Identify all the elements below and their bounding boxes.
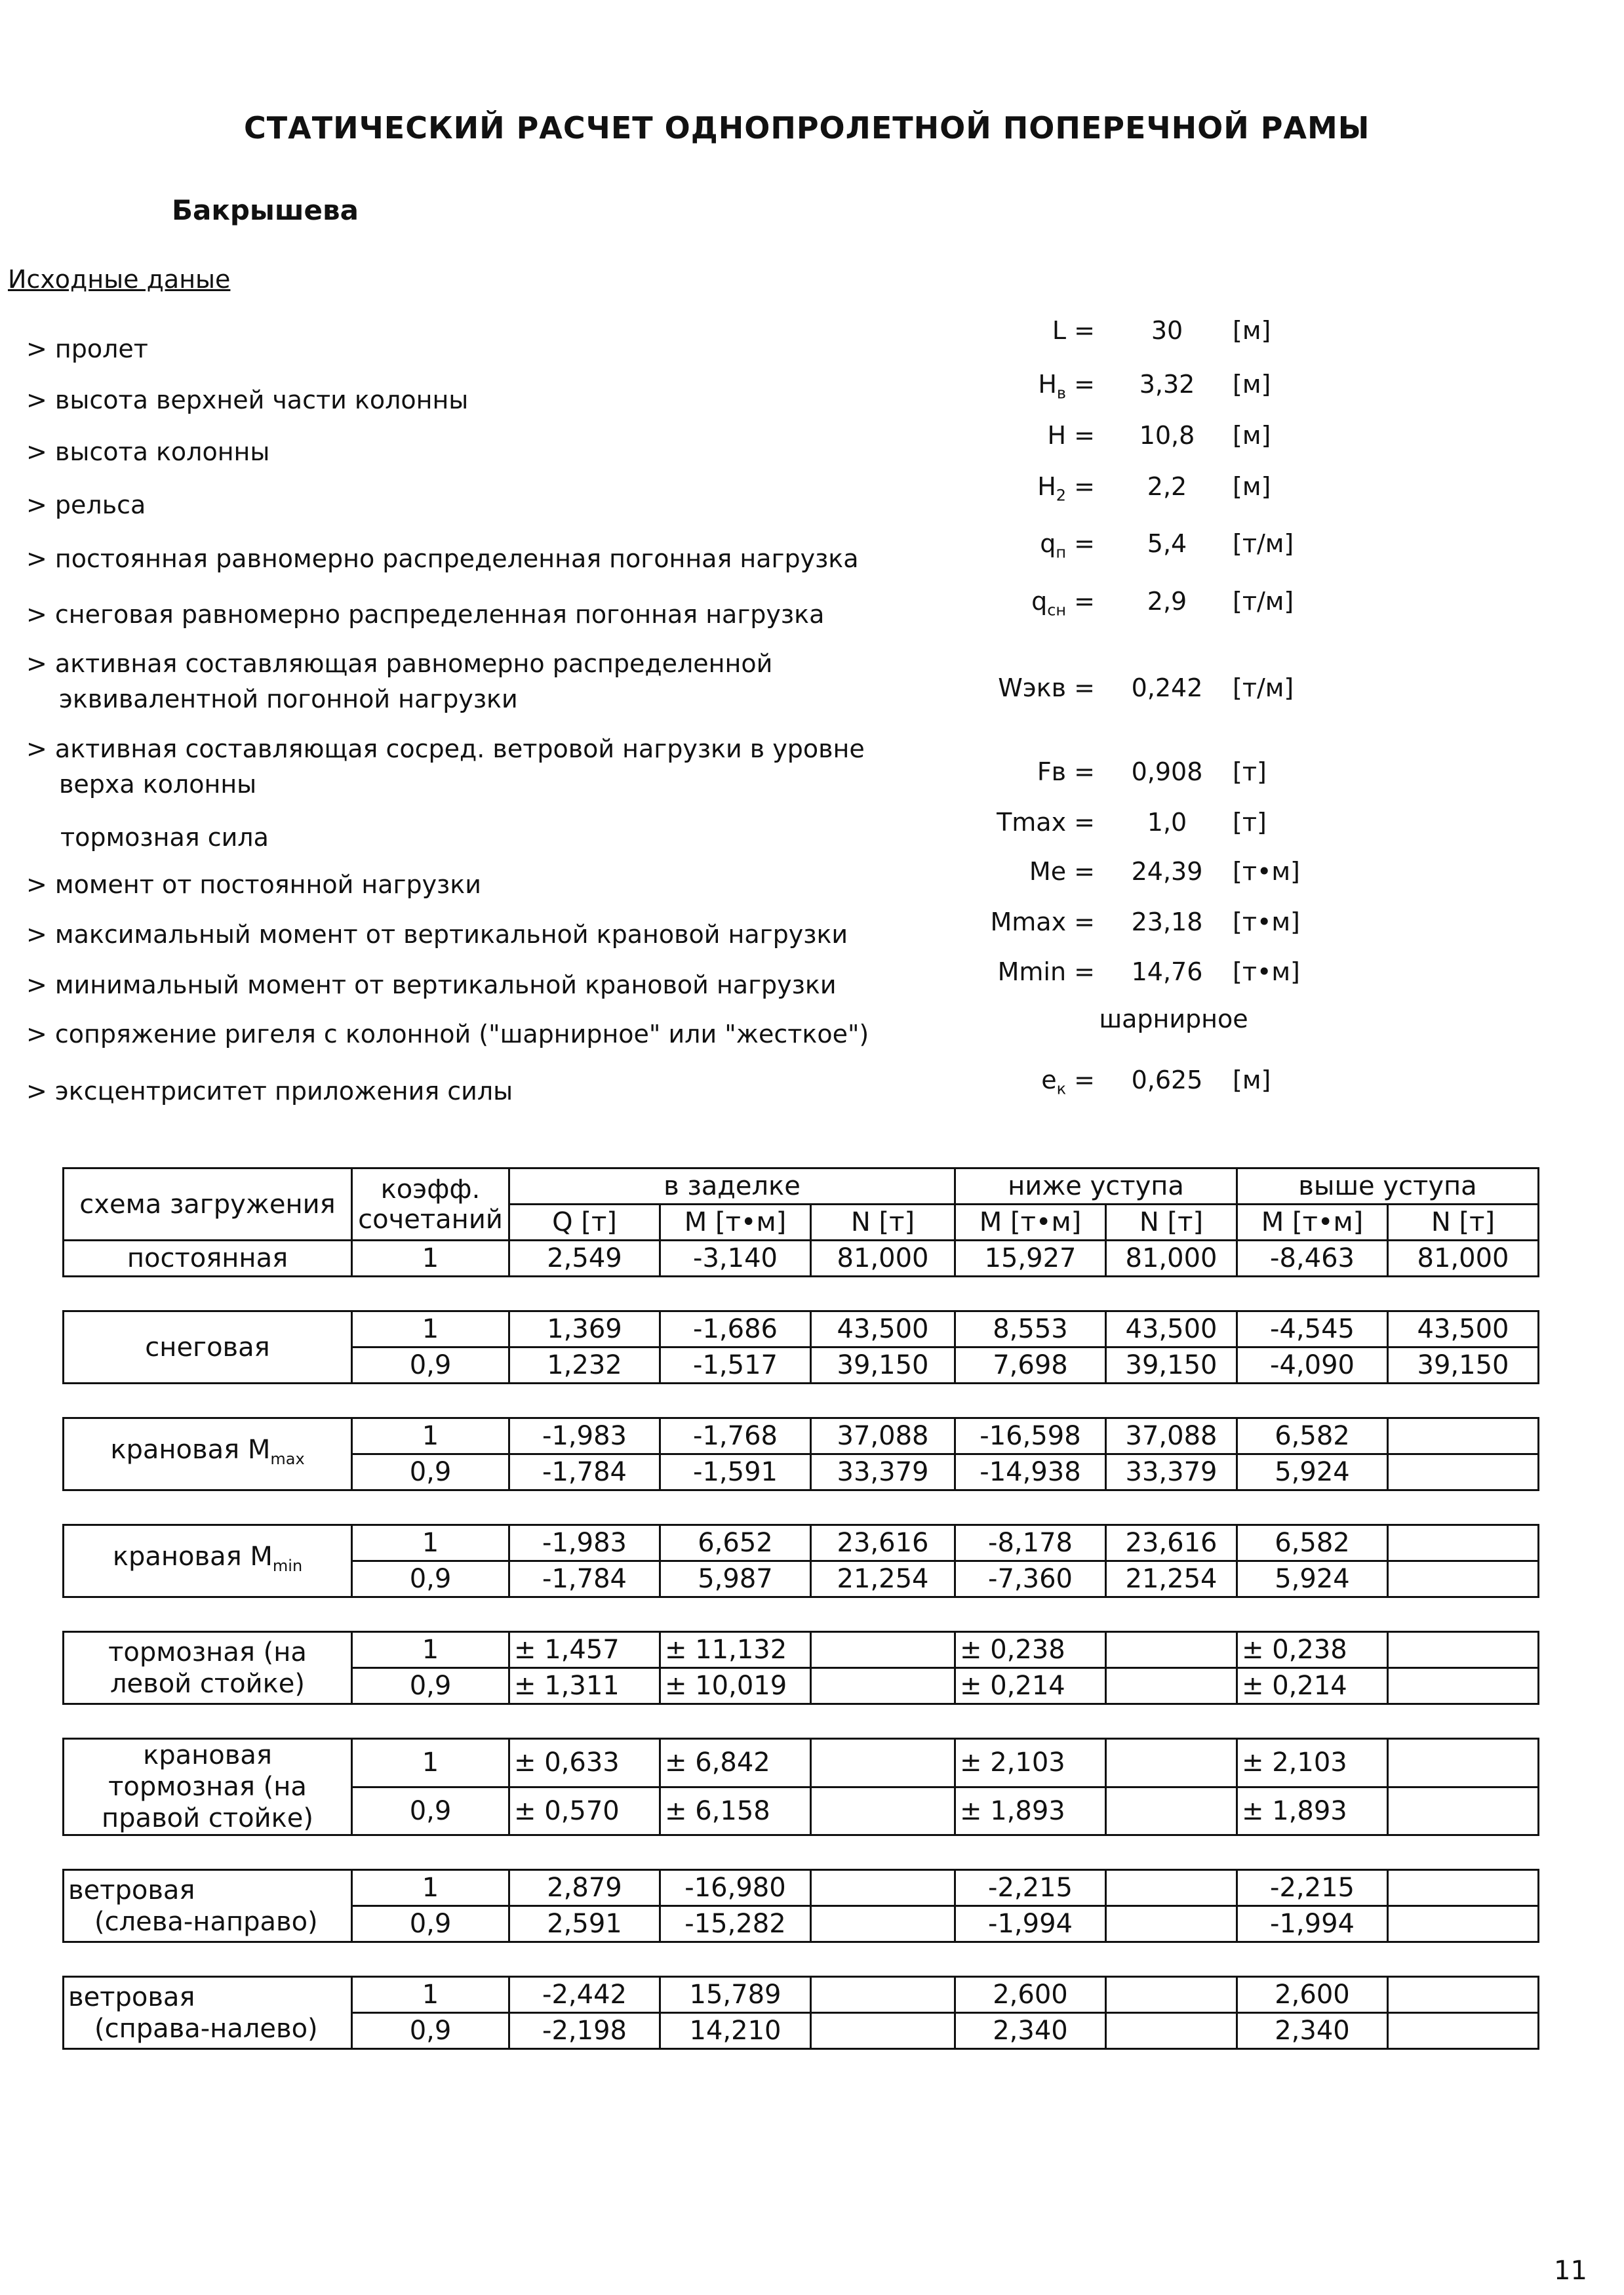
scheme-label-text: крановая M — [110, 1434, 271, 1465]
table-row — [64, 1632, 1539, 1668]
value-cell: ± 0,633 — [509, 1739, 660, 1787]
value-cell: -1,768 — [660, 1418, 811, 1454]
value-cell — [1388, 1418, 1539, 1454]
header-m: M [т•м] — [660, 1205, 811, 1241]
value-cell: 6,582 — [1237, 1525, 1388, 1561]
param-symbol: H = — [1047, 421, 1095, 450]
value-cell — [1388, 1668, 1539, 1704]
value-cell: ± 1,893 — [1237, 1787, 1388, 1835]
scheme-label-text: ветровая — [68, 1875, 195, 1906]
param-unit: [т] — [1233, 757, 1267, 786]
value-cell: ± 2,103 — [955, 1739, 1106, 1787]
header-n: N [т] — [1106, 1205, 1237, 1241]
value-cell: 23,616 — [811, 1525, 955, 1561]
table-row — [64, 1525, 1539, 1561]
param-symbol: Fв = — [1037, 757, 1095, 786]
param-unit: [т/м] — [1233, 587, 1294, 616]
scheme-label — [64, 1870, 352, 1942]
value-cell: 23,616 — [1106, 1525, 1237, 1561]
value-cell: -1,994 — [955, 1906, 1106, 1942]
value-cell: -2,215 — [1237, 1870, 1388, 1906]
value-cell: 81,000 — [811, 1241, 955, 1277]
param-label-text: > сопряжение ригеля с колонной ("шарнирное" или "жесткое") — [26, 1020, 869, 1048]
separator-cell — [64, 1490, 1539, 1525]
value-cell: -1,983 — [509, 1525, 660, 1561]
value-cell: 2,340 — [955, 2013, 1106, 2049]
value-cell: 43,500 — [1388, 1311, 1539, 1347]
param-value: 24,39 — [1131, 857, 1203, 886]
value-cell: 33,379 — [811, 1454, 955, 1490]
value-cell: -15,282 — [660, 1906, 811, 1942]
value-cell: 21,254 — [811, 1561, 955, 1597]
value-cell: 2,879 — [509, 1870, 660, 1906]
separator-cell — [64, 1597, 1539, 1632]
value-cell: -7,360 — [955, 1561, 1106, 1597]
value-cell — [1388, 1632, 1539, 1668]
scheme-label — [64, 1739, 352, 1835]
value-cell — [1106, 1977, 1237, 2013]
scheme-label-text: тормозная (на правой стойке) — [102, 1772, 313, 1833]
value-cell: -1,517 — [660, 1347, 811, 1384]
param-label-continued: верха колонны — [59, 770, 257, 799]
coef-cell: 1 — [352, 1418, 509, 1454]
value-cell: -14,938 — [955, 1454, 1106, 1490]
value-cell: -1,784 — [509, 1561, 660, 1597]
param-label — [60, 820, 269, 855]
table-row — [64, 1739, 1539, 1787]
value-cell — [811, 1977, 955, 2013]
value-cell: -4,545 — [1237, 1311, 1388, 1347]
value-cell: ± 2,103 — [1237, 1739, 1388, 1787]
separator-cell — [64, 1835, 1539, 1870]
value-cell: -3,140 — [660, 1241, 811, 1277]
value-cell: 2,591 — [509, 1906, 660, 1942]
value-cell: ± 1,457 — [509, 1632, 660, 1668]
separator-cell — [64, 1704, 1539, 1739]
param-value: 0,908 — [1131, 757, 1203, 786]
value-cell: 2,600 — [1237, 1977, 1388, 2013]
scheme-label — [64, 1525, 352, 1597]
value-cell: -1,983 — [509, 1418, 660, 1454]
coef-cell: 1 — [352, 1870, 509, 1906]
param-unit: [м] — [1233, 370, 1271, 399]
value-cell: 5,924 — [1237, 1454, 1388, 1490]
value-cell: -4,090 — [1237, 1347, 1388, 1384]
param-label — [26, 382, 468, 418]
param-label — [26, 646, 772, 717]
param-unit: [м] — [1233, 472, 1271, 501]
coef-cell: 0,9 — [352, 1668, 509, 1704]
table-separator-row — [64, 1277, 1539, 1311]
param-label — [26, 434, 269, 469]
value-cell — [1106, 1668, 1237, 1704]
value-cell: 37,088 — [811, 1418, 955, 1454]
separator-cell — [64, 1384, 1539, 1418]
value-cell: ± 0,238 — [955, 1632, 1106, 1668]
param-unit: [м] — [1233, 421, 1271, 450]
value-cell — [1388, 1870, 1539, 1906]
coef-cell: 1 — [352, 1311, 509, 1347]
header-above: выше уступа — [1237, 1168, 1539, 1205]
scheme-label — [64, 1418, 352, 1490]
param-label — [26, 867, 481, 902]
value-cell: -16,598 — [955, 1418, 1106, 1454]
value-cell: 33,379 — [1106, 1454, 1237, 1490]
value-cell: ± 6,842 — [660, 1739, 811, 1787]
param-label — [26, 967, 837, 1003]
value-cell: 21,254 — [1106, 1561, 1237, 1597]
header-n: N [т] — [1388, 1205, 1539, 1241]
separator-cell — [64, 1942, 1539, 1977]
param-label-continued: эквивалентной погонной нагрузки — [59, 685, 518, 713]
scheme-label — [64, 1977, 352, 2049]
param-label-text: > постоянная равномерно распределенная погонная нагрузка — [26, 544, 859, 573]
scheme-label-continued: (справа-налево) — [94, 2013, 318, 2044]
scheme-label-text: снеговая — [145, 1332, 270, 1363]
param-unit: [т•м] — [1233, 957, 1300, 986]
value-cell: 5,987 — [660, 1561, 811, 1597]
value-cell: -2,215 — [955, 1870, 1106, 1906]
param-symbol: $e_к$ = — [1041, 1066, 1095, 1098]
value-cell: 39,150 — [1388, 1347, 1539, 1384]
header-m: M [т•м] — [1237, 1205, 1388, 1241]
value-cell: 37,088 — [1106, 1418, 1237, 1454]
param-value: шарнирное — [1099, 1005, 1248, 1033]
param-label-text: > эксцентриситет приложения силы — [26, 1077, 513, 1106]
param-value: 3,32 — [1139, 370, 1195, 399]
param-label-text: > высота колонны — [26, 437, 270, 466]
value-cell: 2,340 — [1237, 2013, 1388, 2049]
param-symbol: $q_{сн}$ = — [1031, 587, 1095, 620]
param-unit: [м] — [1233, 1066, 1271, 1094]
param-value: 23,18 — [1131, 908, 1203, 936]
value-cell: 6,582 — [1237, 1418, 1388, 1454]
param-label-text: тормозная сила — [60, 823, 269, 852]
value-cell — [1388, 1561, 1539, 1597]
param-label-text: > активная составляющая равномерно распределенной — [26, 649, 773, 678]
table-separator-row — [64, 1384, 1539, 1418]
scheme-label-sub: min — [272, 1556, 303, 1575]
param-label-text: > высота верхней части колонны — [26, 386, 469, 414]
value-cell: 15,927 — [955, 1241, 1106, 1277]
value-cell: 81,000 — [1388, 1241, 1539, 1277]
value-cell: 1,232 — [509, 1347, 660, 1384]
param-symbol: Mmin = — [997, 957, 1095, 986]
value-cell: -1,994 — [1237, 1906, 1388, 1942]
author-name: Бакрышева — [172, 194, 359, 226]
param-symbol: $H_2$ = — [1037, 472, 1095, 505]
header-fixed: в заделке — [509, 1168, 955, 1205]
value-cell — [1388, 1977, 1539, 2013]
table-separator-row — [64, 1942, 1539, 1977]
value-cell — [811, 1668, 955, 1704]
coef-cell: 1 — [352, 1525, 509, 1561]
coef-cell: 1 — [352, 1977, 509, 2013]
param-label-text: > рельса — [26, 490, 146, 519]
coef-cell: 0,9 — [352, 1561, 509, 1597]
coef-cell: 0,9 — [352, 1454, 509, 1490]
value-cell — [1388, 1787, 1539, 1835]
scheme-label-continued: (слева-направо) — [94, 1906, 318, 1937]
param-symbol: Wэкв = — [998, 673, 1095, 702]
value-cell: -8,178 — [955, 1525, 1106, 1561]
param-value: 0,625 — [1131, 1066, 1203, 1094]
header-coef: коэфф. сочетаний — [352, 1168, 509, 1241]
param-value: 10,8 — [1139, 421, 1195, 450]
param-label-text: > активная составляющая сосред. ветровой нагрузки в уровне — [26, 734, 865, 763]
param-symbol: Me = — [1029, 857, 1095, 886]
value-cell — [1106, 1787, 1237, 1835]
header-n: N [т] — [811, 1205, 955, 1241]
value-cell — [1388, 1906, 1539, 1942]
param-label — [26, 1073, 513, 1109]
value-cell: 81,000 — [1106, 1241, 1237, 1277]
param-symbol: $q_п$ = — [1040, 529, 1095, 562]
section-subtitle: Исходные даные — [8, 265, 231, 294]
value-cell — [1106, 1739, 1237, 1787]
value-cell: 6,652 — [660, 1525, 811, 1561]
coef-cell: 1 — [352, 1632, 509, 1668]
separator-cell — [64, 1277, 1539, 1311]
scheme-label-prefix: крановая — [143, 1740, 272, 1770]
scheme-label-text: тормозная (на левой стойке) — [108, 1637, 307, 1699]
value-cell: -8,463 — [1237, 1241, 1388, 1277]
results-table — [62, 1167, 1539, 2050]
value-cell — [1388, 1454, 1539, 1490]
param-symbol: $H_в$ = — [1038, 370, 1095, 403]
value-cell — [1388, 1739, 1539, 1787]
table-separator-row — [64, 1704, 1539, 1739]
value-cell: ± 10,019 — [660, 1668, 811, 1704]
param-unit: [т•м] — [1233, 857, 1300, 886]
scheme-label-sub: max — [270, 1449, 305, 1468]
value-cell — [811, 1739, 955, 1787]
value-cell: ± 1,893 — [955, 1787, 1106, 1835]
table-row — [64, 1977, 1539, 2013]
table-separator-row — [64, 1835, 1539, 1870]
param-label-text: > момент от постоянной нагрузки — [26, 870, 481, 899]
value-cell — [811, 1870, 955, 1906]
header-q: Q [т] — [509, 1205, 660, 1241]
param-label-text: > снеговая равномерно распределенная погонная нагрузка — [26, 600, 825, 629]
param-value: 0,242 — [1131, 673, 1203, 702]
header-below: ниже уступа — [955, 1168, 1237, 1205]
param-value: 14,76 — [1131, 957, 1203, 986]
coef-cell: 0,9 — [352, 1906, 509, 1942]
param-symbol: Mmax = — [990, 908, 1095, 936]
param-value: 30 — [1151, 316, 1183, 345]
header-m: M [т•м] — [955, 1205, 1106, 1241]
value-cell — [1388, 2013, 1539, 2049]
value-cell: 1,369 — [509, 1311, 660, 1347]
value-cell — [811, 1787, 955, 1835]
value-cell: ± 6,158 — [660, 1787, 811, 1835]
param-label — [26, 917, 848, 952]
param-unit: [т•м] — [1233, 908, 1300, 936]
param-symbol: Tmax = — [997, 808, 1095, 837]
table-row — [64, 1418, 1539, 1454]
value-cell: 39,150 — [1106, 1347, 1237, 1384]
value-cell: ± 1,311 — [509, 1668, 660, 1704]
value-cell: 14,210 — [660, 2013, 811, 2049]
table-header-row — [64, 1168, 1539, 1205]
page-number: 11 — [1554, 2256, 1587, 2286]
scheme-label — [64, 1241, 352, 1277]
value-cell: ± 0,214 — [1237, 1668, 1388, 1704]
value-cell — [1106, 1870, 1237, 1906]
value-cell: ± 11,132 — [660, 1632, 811, 1668]
value-cell: -2,442 — [509, 1977, 660, 2013]
value-cell: ± 0,570 — [509, 1787, 660, 1835]
scheme-label-text: постоянная — [127, 1243, 288, 1273]
value-cell: 7,698 — [955, 1347, 1106, 1384]
param-label — [26, 1016, 869, 1052]
header-scheme: схема загружения — [64, 1168, 352, 1241]
value-cell: ± 0,214 — [955, 1668, 1106, 1704]
coef-cell: 1 — [352, 1241, 509, 1277]
value-cell: -1,591 — [660, 1454, 811, 1490]
param-unit: [т/м] — [1233, 673, 1294, 702]
value-cell: 8,553 — [955, 1311, 1106, 1347]
param-unit: [м] — [1233, 316, 1271, 345]
param-symbol: L = — [1052, 316, 1095, 345]
table-separator-row — [64, 1490, 1539, 1525]
table-row — [64, 1311, 1539, 1347]
param-label — [26, 541, 859, 576]
value-cell: -16,980 — [660, 1870, 811, 1906]
table-separator-row — [64, 1597, 1539, 1632]
value-cell — [1106, 1632, 1237, 1668]
coef-cell: 0,9 — [352, 1347, 509, 1384]
scheme-label — [64, 1632, 352, 1704]
value-cell: 43,500 — [811, 1311, 955, 1347]
param-label — [26, 597, 824, 632]
value-cell: ± 0,238 — [1237, 1632, 1388, 1668]
param-value: 1,0 — [1147, 808, 1187, 837]
param-unit: [т/м] — [1233, 529, 1294, 558]
param-label-text: > пролет — [26, 334, 148, 363]
table-row — [64, 1241, 1539, 1277]
value-cell — [1106, 1906, 1237, 1942]
value-cell: 43,500 — [1106, 1311, 1237, 1347]
value-cell — [811, 2013, 955, 2049]
value-cell: 2,549 — [509, 1241, 660, 1277]
value-cell — [811, 1906, 955, 1942]
param-unit: [т] — [1233, 808, 1267, 837]
param-label-text: > минимальный момент от вертикальной крановой нагрузки — [26, 970, 837, 999]
value-cell: 39,150 — [811, 1347, 955, 1384]
value-cell: 5,924 — [1237, 1561, 1388, 1597]
param-label — [26, 331, 148, 367]
value-cell: 2,600 — [955, 1977, 1106, 2013]
page-title: СТАТИЧЕСКИЙ РАСЧЕТ ОДНОПРОЛЕТНОЙ ПОПЕРЕЧНОЙ РАМЫ — [244, 110, 1370, 146]
coef-cell: 0,9 — [352, 2013, 509, 2049]
value-cell: 15,789 — [660, 1977, 811, 2013]
param-value: 2,2 — [1147, 472, 1187, 501]
value-cell: -2,198 — [509, 2013, 660, 2049]
param-label — [26, 731, 865, 802]
coef-cell: 1 — [352, 1739, 509, 1787]
table-row — [64, 1870, 1539, 1906]
param-value: 2,9 — [1147, 587, 1187, 616]
value-cell: -1,784 — [509, 1454, 660, 1490]
value-cell: -1,686 — [660, 1311, 811, 1347]
scheme-label-text: крановая M — [112, 1541, 273, 1572]
param-label-text: > максимальный момент от вертикальной крановой нагрузки — [26, 920, 848, 949]
value-cell — [1388, 1525, 1539, 1561]
coef-cell: 0,9 — [352, 1787, 509, 1835]
scheme-label-text: ветровая — [68, 1982, 195, 2012]
param-label — [26, 487, 146, 523]
param-value: 5,4 — [1147, 529, 1187, 558]
scheme-label — [64, 1311, 352, 1384]
value-cell — [1106, 2013, 1237, 2049]
value-cell — [811, 1632, 955, 1668]
